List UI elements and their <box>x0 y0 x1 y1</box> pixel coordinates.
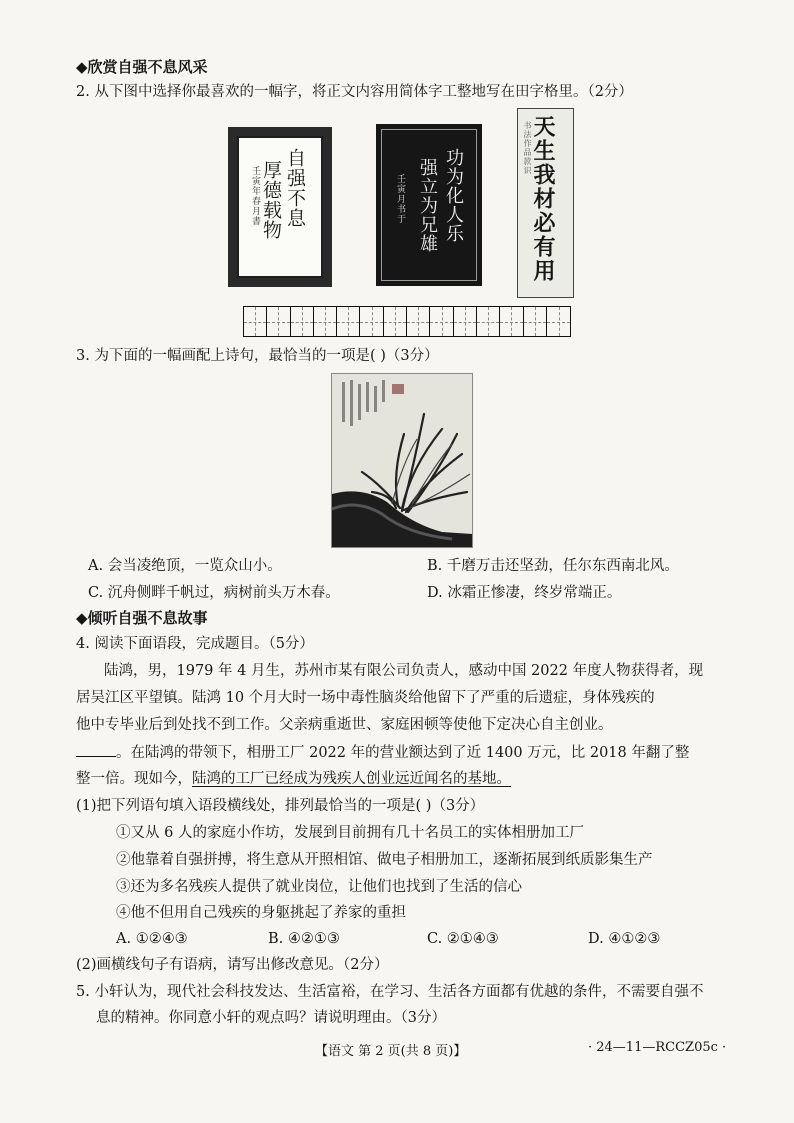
question-2-stem: 2. 从下图中选择你最喜欢的一幅字，将正文内容用简体字工整地写在田字格里。（2分） <box>76 84 633 100</box>
tianzige-cell[interactable] <box>547 307 570 336</box>
q4-option-b[interactable]: B. ④②①③ <box>268 931 340 947</box>
work-1-column-2: 厚德载物 <box>260 160 282 240</box>
passage-line-4-text: 。在陆鸿的带领下，相册工厂 2022 年的营业额达到了近 1400 万元，比 2018 年翻了整 <box>116 745 690 761</box>
q4-sentence-1: ①又从 6 人的家庭小作坊，发展到目前拥有几十名员工的实体相册加工厂 <box>116 825 584 841</box>
tianzige-cell[interactable] <box>244 307 267 336</box>
tianzige-cell[interactable] <box>314 307 337 336</box>
q3-option-d[interactable]: D. 冰霜正惨凄，终岁常端正。 <box>427 585 622 601</box>
tianzige-cell[interactable] <box>430 307 453 336</box>
passage-line-4 <box>76 742 689 763</box>
passage-line-5-start: 整一倍。现如今， <box>76 771 192 787</box>
work-2-column-1: 功为化人乐 <box>443 148 464 243</box>
tianzige-cell[interactable] <box>337 307 360 336</box>
calligraphy-work-1-paper <box>237 136 323 278</box>
q4-sub2-stem: (2)画横线句子有语病，请写出修改意见。（2分） <box>76 957 389 973</box>
tianzige-writing-grid[interactable] <box>243 306 571 337</box>
passage-line-2: 居吴江区平望镇。陆鸿 10 个月大时一场中毒性脑炎给他留下了严重的后遗症，身体残疾的 <box>76 690 655 706</box>
work-3-inscription: 书法作品款识 <box>523 121 532 175</box>
question-4-stem: 4. 阅读下面语段，完成题目。（5分） <box>76 636 314 652</box>
passage-line-3: 他中专毕业后到处找不到工作。父亲病重逝世、家庭困顿等使他下定决心自主创业。 <box>76 717 613 733</box>
question-5-line-1: 5. 小轩认为，现代社会科技发达、生活富裕，在学习、生活各方面都有优越的条件，不需要自强不 <box>76 984 704 1000</box>
q3-option-c[interactable]: C. 沉舟侧畔千帆过，病树前头万木春。 <box>88 585 340 601</box>
q3-option-b[interactable]: B. 千磨万击还坚劲，任尔东西南北风。 <box>427 558 679 574</box>
q4-sentence-3: ③还为多名残疾人提供了就业岗位，让他们也找到了生活的信心 <box>116 879 522 895</box>
painting-illustration <box>332 374 472 547</box>
work-2-column-2: 强立为兄雄 <box>417 158 438 253</box>
work-2-inscription: 壬寅月书于 <box>395 174 405 224</box>
ink-painting-bamboo-rock <box>331 373 473 548</box>
passage-fill-blank[interactable] <box>76 742 116 757</box>
section-title-appreciate: ◆欣赏自强不息风采 <box>76 58 208 76</box>
work-1-inscription: 壬寅年春月書 <box>250 166 260 226</box>
tianzige-cell[interactable] <box>384 307 407 336</box>
tianzige-cell[interactable] <box>454 307 477 336</box>
calligraphy-work-3[interactable] <box>517 108 574 298</box>
footer-page-info: 【语文 第 2 页(共 8 页)】 <box>315 1044 467 1059</box>
work-3-column-main: 天生我材必有用 <box>530 115 556 283</box>
q4-option-d[interactable]: D. ④①②③ <box>588 931 661 947</box>
tianzige-cell[interactable] <box>291 307 314 336</box>
tianzige-cell[interactable] <box>267 307 290 336</box>
q4-sub1-stem: (1)把下列语句填入语段横线处，排列最恰当的一项是( )（3分） <box>76 798 485 814</box>
calligraphy-work-2-paper <box>381 129 477 281</box>
calligraphy-work-1[interactable] <box>228 127 332 287</box>
question-3-stem: 3. 为下面的一幅画配上诗句，最恰当的一项是( )（3分） <box>76 348 439 364</box>
tianzige-cell[interactable] <box>360 307 383 336</box>
q3-option-a[interactable]: A. 会当凌绝顶，一览众山小。 <box>88 558 282 574</box>
passage-line-5 <box>76 769 511 789</box>
calligraphy-work-2[interactable] <box>376 124 482 286</box>
tianzige-cell[interactable] <box>524 307 547 336</box>
q4-option-c[interactable]: C. ②①④③ <box>427 931 499 947</box>
q4-sentence-2: ②他靠着自强拼搏，将生意从开照相馆、做电子相册加工，逐渐拓展到纸质影集生产 <box>116 852 653 868</box>
work-1-column-1: 自强不息 <box>284 148 306 228</box>
q4-option-a[interactable]: A. ①②④③ <box>116 931 188 947</box>
tianzige-cell[interactable] <box>500 307 523 336</box>
passage-line-1: 陆鸿，男，1979 年 4 月生，苏州市某有限公司负责人，感动中国 2022 年度人物获得者，现 <box>104 663 704 679</box>
underlined-sentence: 陆鸿的工厂已经成为残疾人创业远近闻名的基地。 <box>192 771 511 787</box>
tianzige-cell[interactable] <box>407 307 430 336</box>
tianzige-cell[interactable] <box>477 307 500 336</box>
question-5-line-2: 息的精神。你同意小轩的观点吗？请说明理由。（3分） <box>96 1010 446 1026</box>
footer-exam-code: · 24—11—RCCZ05c · <box>588 1040 727 1055</box>
q4-sentence-4: ④他不但用自己残疾的身躯挑起了养家的重担 <box>116 905 406 921</box>
section-title-listen: ◆倾听自强不息故事 <box>76 609 208 627</box>
